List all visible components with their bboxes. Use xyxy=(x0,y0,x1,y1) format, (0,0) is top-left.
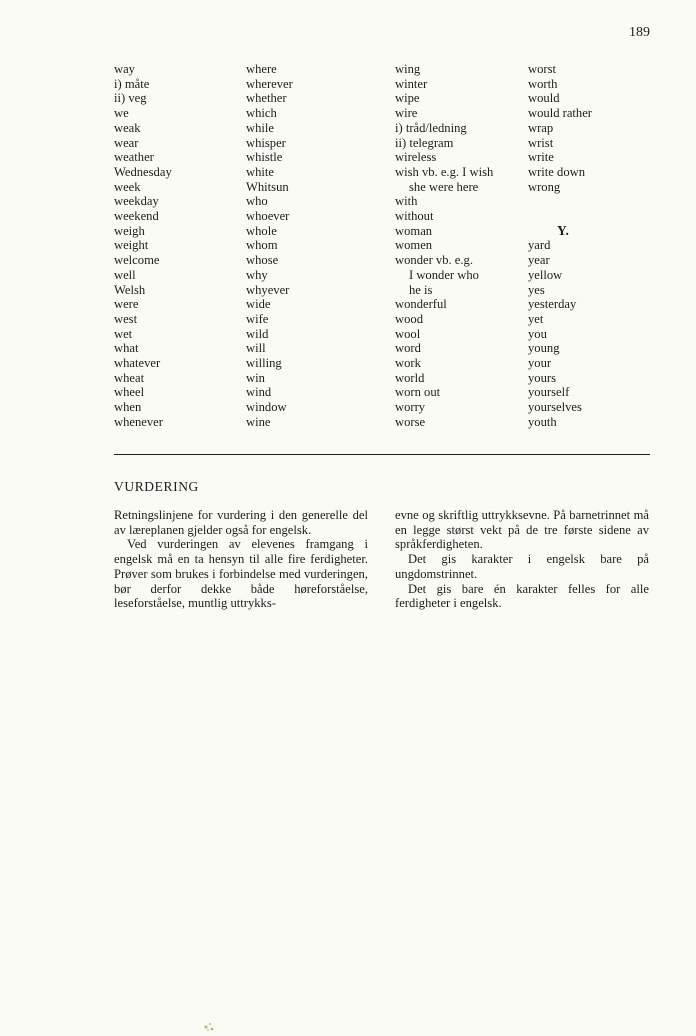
word-entry: welcome xyxy=(114,253,160,268)
word-entry: yourself xyxy=(528,385,570,400)
word-entry: way xyxy=(114,62,135,76)
word-entry: weekend xyxy=(114,209,159,224)
body-paragraph: Ved vurderingen av elevenes framgang i engelsk må en ta hensyn til alle fire ferdigheter. Prøver som brukes i forbindelse med vurderingen, bør derfor dekke både høreforståelse, leseforståelse, muntlig uttrykks- xyxy=(114,537,368,611)
word-entry: yellow xyxy=(528,267,563,282)
word-entry: ii) telegram xyxy=(395,135,454,150)
word-list-column-1 xyxy=(114,62,172,430)
word-entry: Wednesday xyxy=(114,164,172,179)
blank-line xyxy=(528,194,598,209)
word-entry: wing xyxy=(395,62,421,76)
word-entry: whoever xyxy=(246,209,290,224)
body-column-right xyxy=(395,508,649,611)
word-entry: yourselves xyxy=(528,400,582,415)
word-entry: wonder vb. e.g. xyxy=(395,253,473,268)
word-entry: he is xyxy=(409,282,433,297)
word-entry: wool xyxy=(395,326,421,341)
word-list-column-3 xyxy=(395,62,493,430)
word-entry: yet xyxy=(528,311,544,326)
word-entry: weigh xyxy=(114,223,145,238)
word-entry: wheat xyxy=(114,370,145,385)
word-entry: wherever xyxy=(246,76,293,91)
word-entry: world xyxy=(395,370,425,385)
word-entry: wide xyxy=(246,297,271,312)
word-entry: write xyxy=(528,150,554,165)
word-entry: wrong xyxy=(528,179,561,194)
body-paragraph: Retningslinjene for vurdering i den generelle del av læreplanen gjelder også for engelsk. xyxy=(114,508,368,537)
body-column-left xyxy=(114,508,368,611)
word-entry: write down xyxy=(528,164,586,179)
word-entry: who xyxy=(246,194,268,209)
word-entry: wife xyxy=(246,311,269,326)
word-entry: worn out xyxy=(395,385,441,400)
word-entry: women xyxy=(395,238,433,253)
word-entry: wish vb. e.g. I wish xyxy=(395,164,494,179)
word-entry: year xyxy=(528,253,550,268)
word-entry: whole xyxy=(246,223,277,238)
word-entry: young xyxy=(528,341,560,356)
word-entry: yard xyxy=(528,238,551,253)
word-entry: would rather xyxy=(528,106,592,121)
word-entry: weather xyxy=(114,150,154,165)
word-entry: without xyxy=(395,209,434,224)
word-entry: wrap xyxy=(528,120,554,135)
word-entry: which xyxy=(246,106,277,121)
word-entry: well xyxy=(114,267,136,282)
word-entry: whistle xyxy=(246,150,283,165)
word-entry: wind xyxy=(246,385,272,400)
word-entry: west xyxy=(114,311,138,326)
word-entry: why xyxy=(246,267,268,282)
body-paragraph: Det gis bare én karakter felles for alle ferdigheter i engelsk. xyxy=(395,581,649,611)
word-entry: whenever xyxy=(114,414,163,429)
word-entry: wine xyxy=(246,414,271,429)
word-entry: when xyxy=(114,400,142,415)
section-divider xyxy=(114,454,650,455)
word-entry: ii) veg xyxy=(114,91,147,106)
word-entry: worry xyxy=(395,400,426,415)
word-entry: whatever xyxy=(114,356,161,371)
word-entry: worth xyxy=(528,76,558,91)
word-entry: I wonder who xyxy=(409,267,479,282)
word-entry: white xyxy=(246,164,274,179)
word-entry: we xyxy=(114,106,129,121)
word-entry: whose xyxy=(246,253,279,268)
word-entry: win xyxy=(246,370,265,385)
word-entry: word xyxy=(395,341,421,356)
word-entry: she were here xyxy=(409,179,479,194)
word-entry: weak xyxy=(114,120,141,135)
word-entry: youth xyxy=(528,414,557,429)
word-entry: i) måte xyxy=(114,76,150,91)
word-entry: winter xyxy=(395,76,428,91)
word-entry: week xyxy=(114,179,141,194)
body-paragraph: evne og skriftlig uttrykksevne. På barnetrinnet må en legge størst vekt på de tre første sidene av språkferdigheten. xyxy=(395,508,649,552)
body-paragraph: Det gis karakter i engelsk bare på ungdomstrinnet. xyxy=(395,552,649,581)
word-entry: wild xyxy=(246,326,269,341)
word-entry: wonderful xyxy=(395,297,447,312)
word-list-column-4 xyxy=(528,62,598,430)
word-entry: Welsh xyxy=(114,282,146,297)
word-entry: you xyxy=(528,326,547,341)
word-entry: while xyxy=(246,120,274,135)
word-entry: weekday xyxy=(114,194,159,209)
word-entry: whisper xyxy=(246,135,286,150)
word-entry: whom xyxy=(246,238,278,253)
word-entry: wheel xyxy=(114,385,145,400)
word-entry: yes xyxy=(528,282,545,297)
word-entry: wet xyxy=(114,326,133,341)
page-number: 189 xyxy=(629,25,650,40)
word-entry: whether xyxy=(246,91,287,106)
word-entry: wipe xyxy=(395,91,420,106)
word-entry: woman xyxy=(395,223,433,238)
word-list-column-2 xyxy=(246,62,293,430)
letter-heading: Y. xyxy=(557,222,569,238)
word-entry: Whitsun xyxy=(246,179,289,194)
word-entry: wire xyxy=(395,106,418,121)
word-entry: wear xyxy=(114,135,139,150)
word-entry: whyever xyxy=(246,282,290,297)
blank-line xyxy=(528,209,598,224)
word-entry: yours xyxy=(528,370,556,385)
word-entry: worst xyxy=(528,62,556,76)
word-entry: wrist xyxy=(528,135,554,150)
word-entry: will xyxy=(246,341,266,356)
word-entry: would xyxy=(528,91,560,106)
word-entry: what xyxy=(114,341,139,356)
word-entry: with xyxy=(395,194,418,209)
word-entry: were xyxy=(114,297,139,312)
word-entry: wood xyxy=(395,311,423,326)
word-entry: work xyxy=(395,356,421,371)
word-entry: yesterday xyxy=(528,297,577,312)
word-entry: worse xyxy=(395,414,426,429)
word-entry: willing xyxy=(246,356,282,371)
word-entry: window xyxy=(246,400,287,415)
word-entry: wireless xyxy=(395,150,437,165)
paper-speck xyxy=(202,1018,216,1032)
word-entry: your xyxy=(528,356,552,371)
word-entry: weight xyxy=(114,238,149,253)
word-entry: i) tråd/ledning xyxy=(395,120,467,135)
word-entry: where xyxy=(246,62,277,76)
section-title: VURDERING xyxy=(114,479,199,494)
